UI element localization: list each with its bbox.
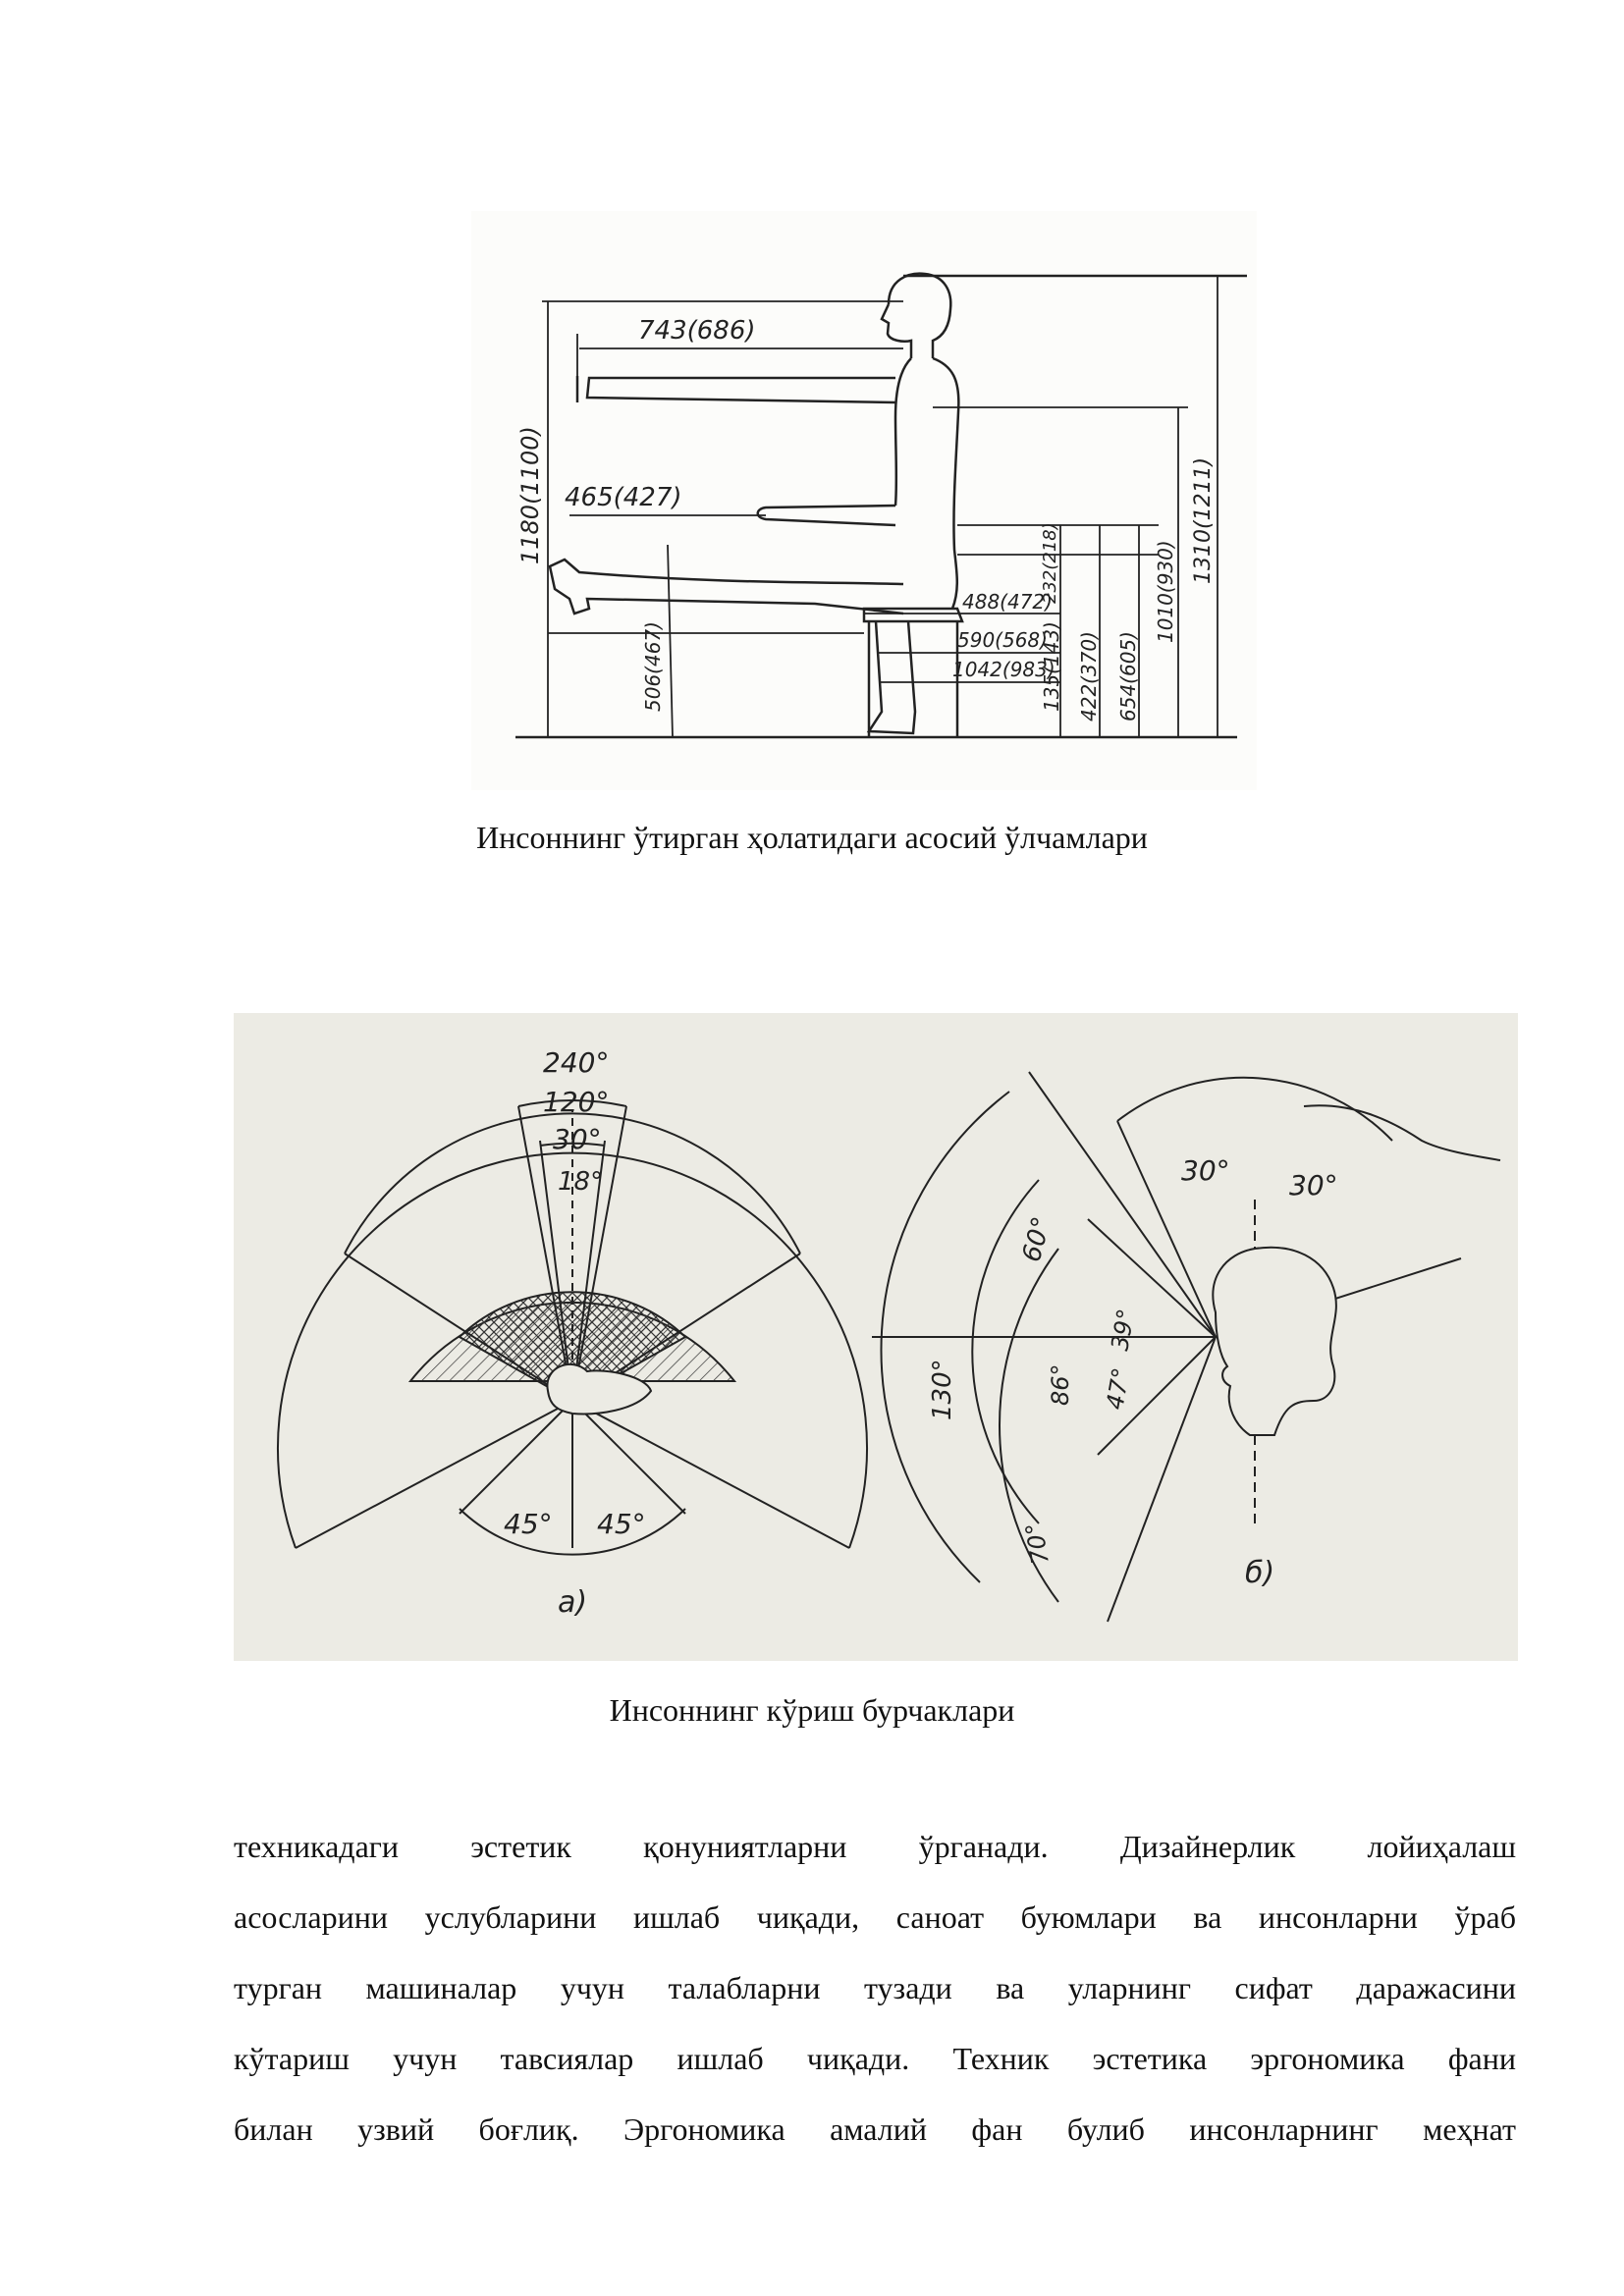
paragraph-line: турган машиналар учун талабларни тузади ва уларнинг сифат даражасини <box>234 1970 1516 2005</box>
leg-outline <box>550 560 903 614</box>
dim-thigh-length: 590(568) <box>957 628 1048 652</box>
dim-foot-clearance: 135(143) <box>1040 621 1063 712</box>
angle-30: 30° <box>553 1123 602 1155</box>
angle-left-45: 45° <box>504 1508 553 1540</box>
paragraph-line: техникадаги эстетик қонуниятларни ўрганади. Дизайнерлик лойиҳалаш <box>234 1829 1516 1864</box>
angle-18: 18° <box>558 1167 604 1197</box>
angle-right-45: 45° <box>597 1508 646 1540</box>
dim-seat-depth: 488(472) <box>962 590 1053 614</box>
dim-seat-height: 422(370) <box>1077 631 1101 721</box>
paragraph-line: билан узвий боғлиқ. Эргономика амалий фан булиб инсонларнинг меҳнат <box>234 2111 1516 2147</box>
dim-elbow-height: 654(605) <box>1116 631 1140 721</box>
figure1-caption: Инсоннинг ўтирган ҳолатидаги асосий ўлчамлари <box>476 820 1148 855</box>
head-outline <box>889 274 950 358</box>
angle-b130: 130° <box>928 1359 957 1420</box>
angle-b60: 60° <box>1016 1213 1057 1265</box>
viewing-angles-figure <box>234 1013 1518 1661</box>
angle-b30-left: 30° <box>1181 1154 1230 1187</box>
paragraph-line: асосларини услубларини ишлаб чиқади, саноат буюмлари ва инсонларни ўраб <box>234 1899 1516 1935</box>
paragraph-line: кўтариш учун тавсиялар ишлаб чиқади. Техник эстетика эргономика фани <box>234 2041 1516 2076</box>
figure2-caption: Инсоннинг кўриш бурчаклари <box>609 1692 1015 1728</box>
viewing-angles-drawing <box>234 1013 1518 1661</box>
torso-outline <box>933 358 958 609</box>
dim-height-total: 1180(1100) <box>516 426 544 564</box>
angle-b86: 86° <box>1047 1363 1074 1406</box>
label-part-b: б) <box>1245 1556 1275 1590</box>
angle-b47: 47° <box>1101 1365 1136 1413</box>
angle-b30-right: 30° <box>1289 1169 1338 1201</box>
angle-120: 120° <box>543 1086 610 1118</box>
label-part-a: а) <box>558 1585 588 1620</box>
dim-knee-height: 506(467) <box>641 621 665 712</box>
dim-shoulder-height: 1010(930) <box>1154 540 1177 643</box>
body-paragraph <box>234 1811 1516 2164</box>
dim-shoulder-elbow: 232(218) <box>1040 522 1060 604</box>
angle-b70: 70° <box>1019 1521 1055 1567</box>
dim-reach-forward: 743(686) <box>638 316 756 346</box>
dim-reach-elbow: 465(427) <box>565 483 682 512</box>
dim-leg-length: 1042(983) <box>952 658 1056 681</box>
seated-dimensions-figure <box>471 211 1257 790</box>
dim-eye-height: 1310(1211) <box>1191 456 1216 584</box>
arm-outline <box>587 378 895 402</box>
angle-240: 240° <box>543 1046 610 1079</box>
seated-dimensions-drawing <box>471 211 1257 790</box>
angle-b39: 39° <box>1106 1307 1141 1354</box>
